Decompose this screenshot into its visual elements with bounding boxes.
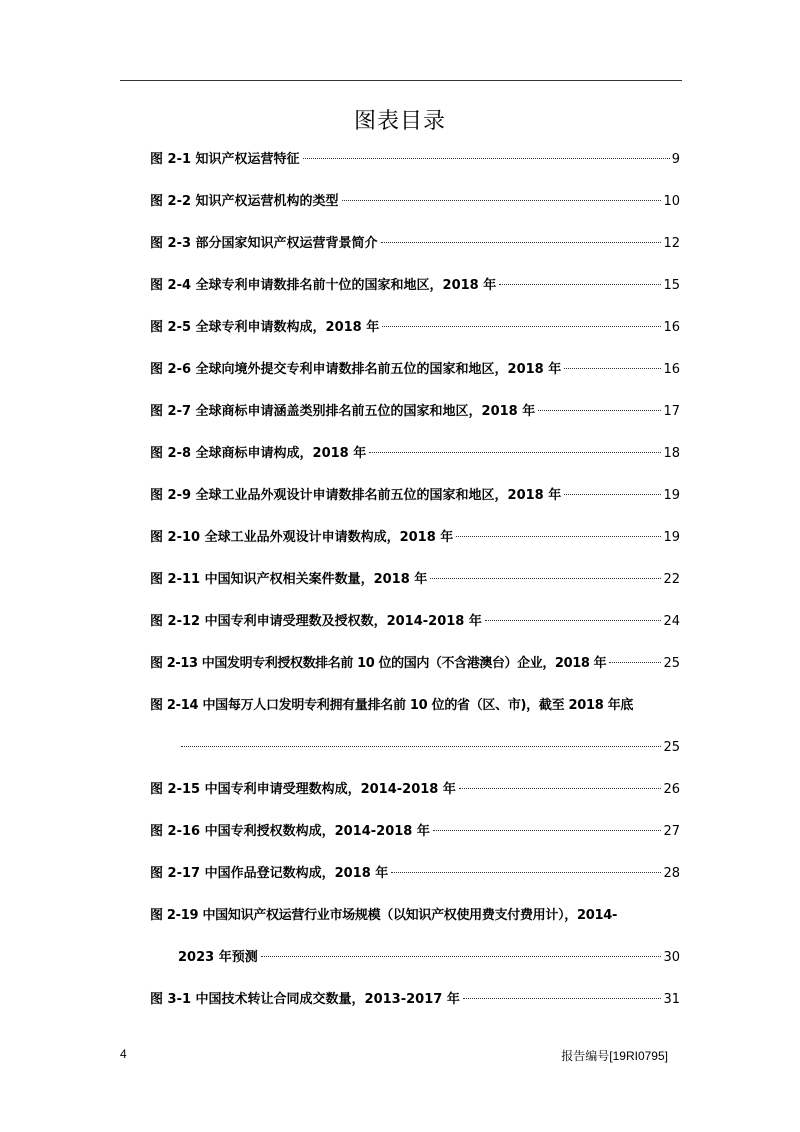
- toc-entry-label: 图 2-16 中国专利授权数构成，2014-2018 年: [150, 824, 430, 839]
- page-number: 4: [120, 1047, 127, 1061]
- toc-entry-label: 图 2-10 全球工业品外观设计申请数构成，2018 年: [150, 530, 454, 545]
- leader-dots: [181, 745, 661, 747]
- leader-dots: [381, 241, 662, 243]
- toc-entry[interactable]: [150, 862, 680, 904]
- toc-entry-page: 30: [663, 950, 680, 965]
- leader-dots: [499, 283, 661, 285]
- toc-entry-page: 19: [663, 488, 680, 503]
- toc-entry-page: 10: [663, 194, 680, 209]
- leader-dots: [564, 367, 661, 369]
- toc-entry-page: 26: [663, 782, 680, 797]
- leader-dots: [430, 577, 661, 579]
- leader-dots: [538, 409, 661, 411]
- leader-dots: [261, 955, 662, 957]
- toc-entry[interactable]: [150, 904, 680, 946]
- toc-entry[interactable]: [150, 568, 680, 610]
- toc-entry-page: 22: [663, 572, 680, 587]
- toc-entry-page: 17: [663, 404, 680, 419]
- leader-dots: [382, 325, 661, 327]
- leader-dots: [485, 619, 662, 621]
- toc-entry[interactable]: [150, 442, 680, 484]
- toc-entry-page: 18: [663, 446, 680, 461]
- leader-dots: [463, 997, 662, 999]
- toc-entry-label: 图 2-19 中国知识产权运营行业市场规模（以知识产权使用费支付费用计），2014-: [150, 908, 618, 923]
- toc-entry[interactable]: [150, 358, 680, 400]
- toc-entry[interactable]: [150, 232, 680, 274]
- toc-entry-label: 图 2-12 中国专利申请受理数及授权数，2014-2018 年: [150, 614, 482, 629]
- toc-entry[interactable]: [150, 316, 680, 358]
- toc-entry-label: 图 2-9 全球工业品外观设计申请数排名前五位的国家和地区，2018 年: [150, 488, 562, 503]
- toc-entry-page: 27: [663, 824, 680, 839]
- toc-entry[interactable]: [150, 400, 680, 442]
- leader-dots: [459, 787, 662, 789]
- leader-dots: [433, 829, 662, 831]
- toc-entry[interactable]: [150, 526, 680, 568]
- toc-entry-page: 16: [663, 362, 680, 377]
- toc-entry-label: 图 2-14 中国每万人口发明专利拥有量排名前 10 位的省（区、市)，截至 2018 年底: [150, 698, 634, 713]
- header-rule: [120, 80, 682, 81]
- leader-dots: [456, 535, 661, 537]
- toc-entry[interactable]: [150, 484, 680, 526]
- leader-dots: [303, 157, 670, 159]
- toc-entry-label: 图 2-13 中国发明专利授权数排名前 10 位的国内（不含港澳台）企业，2018 年: [150, 656, 607, 671]
- toc-entry-page: 28: [663, 866, 680, 881]
- toc-entry[interactable]: [150, 190, 680, 232]
- toc-entry[interactable]: [150, 148, 680, 190]
- leader-dots: [609, 661, 661, 663]
- toc-entry[interactable]: [150, 694, 680, 736]
- toc-entry[interactable]: [150, 820, 680, 862]
- toc-entry-page: 25: [663, 740, 680, 755]
- toc-entry-label: 图 2-15 中国专利申请受理数构成，2014-2018 年: [150, 782, 456, 797]
- toc-entry[interactable]: [150, 274, 680, 316]
- leader-dots: [564, 493, 661, 495]
- toc-entry-page: 9: [671, 152, 680, 167]
- toc-entry[interactable]: [150, 778, 680, 820]
- toc-entry-label: 图 2-11 中国知识产权相关案件数量，2018 年: [150, 572, 428, 587]
- toc-entry-page: 25: [663, 656, 680, 671]
- leader-dots: [342, 199, 662, 201]
- toc-entry-page: 24: [663, 614, 680, 629]
- toc-entry-continuation[interactable]: [150, 946, 680, 988]
- toc-entry-page: 19: [663, 530, 680, 545]
- report-number: 报告编号[19RI0795]: [561, 1049, 668, 1063]
- toc-entry[interactable]: [150, 610, 680, 652]
- toc-entry-page: 31: [663, 992, 680, 1007]
- toc-entry-label: 图 2-6 全球向境外提交专利申请数排名前五位的国家和地区，2018 年: [150, 362, 562, 377]
- table-of-figures: [150, 148, 680, 1030]
- leader-dots: [369, 451, 661, 453]
- toc-entry-page: 12: [663, 236, 680, 251]
- toc-entry-label: 图 2-4 全球专利申请数排名前十位的国家和地区，2018 年: [150, 278, 497, 293]
- toc-entry-label-continued: 2023 年预测: [178, 950, 258, 965]
- leader-dots: [391, 871, 661, 873]
- toc-entry-label: 图 2-7 全球商标申请涵盖类别排名前五位的国家和地区，2018 年: [150, 404, 536, 419]
- toc-entry-label: 图 3-1 中国技术转让合同成交数量，2013-2017 年: [150, 992, 460, 1007]
- page-title: 图表目录: [353, 109, 446, 134]
- toc-entry-label: 图 2-1 知识产权运营特征: [150, 152, 300, 167]
- toc-entry-label: 图 2-2 知识产权运营机构的类型: [150, 194, 339, 209]
- toc-entry-page: 15: [663, 278, 680, 293]
- toc-entry-label: 图 2-5 全球专利申请数构成，2018 年: [150, 320, 380, 335]
- toc-entry-page: 16: [663, 320, 680, 335]
- toc-entry-label: 图 2-17 中国作品登记数构成，2018 年: [150, 866, 389, 881]
- toc-entry-label: 图 2-3 部分国家知识产权运营背景简介: [150, 236, 378, 251]
- toc-entry-label: 图 2-8 全球商标申请构成，2018 年: [150, 446, 367, 461]
- toc-entry-continuation[interactable]: [150, 736, 680, 778]
- toc-entry[interactable]: [150, 652, 680, 694]
- toc-entry[interactable]: [150, 988, 680, 1030]
